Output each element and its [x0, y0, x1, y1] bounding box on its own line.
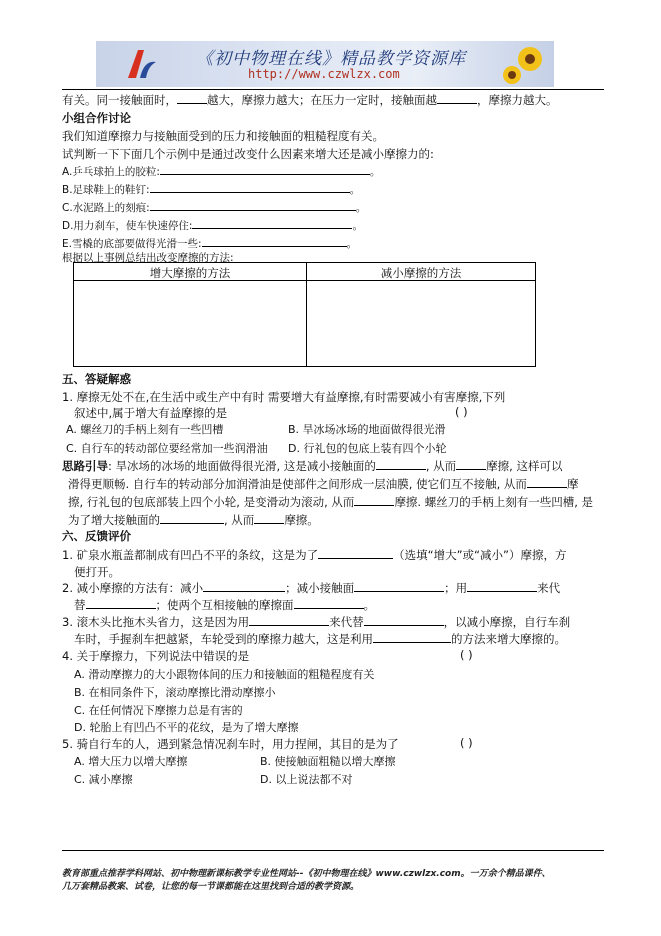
s5-opt-b: B. 旱冰场冰场的地面做得很光滑 — [288, 423, 446, 436]
methods-table — [73, 262, 536, 367]
q-text: ；用 — [444, 581, 468, 595]
s6-q5-opt-b: B. 使接触面粗糙以增大摩擦 — [260, 755, 396, 768]
group-item-c — [62, 200, 366, 215]
q-text: 来代替 — [329, 615, 364, 629]
s6-q2-line2 — [74, 597, 375, 613]
guide-text: 摩 — [566, 477, 579, 491]
blank[interactable] — [150, 200, 356, 211]
blank[interactable] — [527, 477, 567, 488]
header-banner — [96, 41, 554, 87]
s6-q1-line1 — [62, 547, 566, 563]
s6-q1-line2: 便打开。 — [74, 565, 120, 579]
s6-q2-line1 — [62, 580, 560, 596]
q-text: 的方法来增大摩擦的。 — [451, 632, 566, 646]
s5-q1-line1: 1. 摩擦无处不在,在生活中或生产中有时 需要增大有益摩擦,有时需要减小有害摩擦,下列 — [62, 390, 506, 404]
footer-rule — [62, 850, 604, 851]
guide-label: 思路引导 — [62, 459, 108, 473]
q-text: 来代 — [537, 581, 561, 595]
s5-q1-paren: ( ) — [455, 405, 468, 419]
blank[interactable] — [456, 459, 486, 470]
blank[interactable] — [203, 581, 285, 592]
end-mark: 。 — [349, 184, 361, 196]
blank[interactable] — [354, 581, 444, 592]
section6-heading: 六、反馈评价 — [62, 529, 131, 543]
item-label: C.水泥路上的刻痕: — [62, 202, 150, 214]
blank[interactable] — [467, 581, 537, 592]
guide-text: 擦, 行礼包的包底部装上四个小轮, 是变滑动为滚动, 从而 — [68, 495, 355, 509]
group-para-1: 我们知道摩擦力与接触面受到的压力和接触面的粗糙程度有关。 — [62, 129, 384, 143]
section5-heading: 五、答疑解惑 — [62, 372, 131, 386]
q-text: ；减小接触面 — [285, 581, 355, 595]
blank[interactable] — [364, 615, 444, 626]
end-mark: 。 — [369, 166, 381, 178]
group-item-e — [62, 236, 357, 251]
blank[interactable] — [318, 548, 393, 559]
blank[interactable] — [160, 513, 224, 524]
guide-text: 滑得更顺畅. 自行车的转动部分加润滑油是使部件之间形成一层油膜, 使它们互不接触, 从而 — [68, 477, 527, 491]
s6-q5: 5. 骑自行车的人，遇到紧急情况刹车时，用力捏闸，其目的是为了 — [62, 737, 399, 751]
blank[interactable] — [192, 218, 352, 229]
footer-line-2: 几万套精品教案、试卷，让您的每一节课都能在这里找到合适的教学资源。 — [62, 882, 360, 892]
item-label: A.乒乓球拍上的胶粒: — [62, 166, 160, 178]
q-text: 替 — [74, 598, 86, 612]
guide-text: , 从而 — [425, 459, 457, 473]
intro-text-b: 越大，摩擦力越大；在压力一定时，接触面越 — [207, 93, 437, 107]
s6-q5-paren: ( ) — [460, 736, 473, 750]
s6-q4: 4. 关于摩擦力，下列说法中错误的是 — [62, 649, 250, 663]
guide-text: 摩擦。 — [284, 513, 319, 527]
s6-q4-opt-d: D. 轮胎上有凹凸不平的花纹，是为了增大摩擦 — [74, 721, 299, 734]
item-label: D.用力刹车，使车快速停住: — [62, 220, 193, 232]
intro-text-c: ，摩擦力越大。 — [477, 93, 558, 107]
end-mark: 。 — [355, 202, 367, 214]
footer-line-1: 教育部重点推荐学科网站、初中物理新课标教学专业性网站--《初中物理在线》www.czwlzx.com。一万余个精品课件、 — [62, 869, 551, 879]
blank[interactable] — [373, 632, 451, 643]
q-text: ，以减小摩擦，自行车刹 — [443, 615, 571, 629]
blank[interactable] — [376, 459, 426, 470]
group-item-a — [62, 164, 380, 179]
s6-q5-opt-c: C. 减小摩擦 — [74, 773, 133, 786]
item-label: E.雪橇的底部要做得光滑一些: — [62, 238, 202, 250]
guide-line-3 — [68, 494, 593, 510]
s5-q1-line2: 叙述中,属于增大有益摩擦的是 — [74, 406, 228, 420]
q-text: 2. 减小摩擦的方法有：减小 — [62, 581, 204, 595]
intro-line — [62, 92, 558, 108]
blank[interactable] — [202, 236, 347, 247]
s5-opt-c: C. 自行车的转动部位要经常加一些润滑油 — [66, 442, 268, 455]
s5-opt-d: D. 行礼包的包底上装有四个小轮 — [288, 442, 447, 455]
end-mark: 。 — [346, 238, 358, 250]
s6-q4-paren: ( ) — [460, 648, 473, 662]
group-item-d — [62, 218, 363, 233]
q-text: 1. 矿泉水瓶盖都制成有凹凸不平的条纹，这是为了 — [62, 548, 319, 562]
group-item-b — [62, 182, 360, 197]
sunflower-icon — [500, 43, 550, 87]
guide-text: 为了增大接触面的 — [68, 513, 160, 527]
banner-url[interactable]: http://www.czwlzx.com — [248, 67, 400, 81]
q-text: （选填“增大”或“减小”）摩擦，方 — [393, 548, 567, 562]
blank[interactable] — [249, 615, 329, 626]
header-rule — [62, 89, 604, 90]
q-text: 车时，手握刹车把越紧，车轮受到的摩擦力越大，这是利用 — [74, 632, 373, 646]
s6-q4-opt-c: C. 在任何情况下摩擦力总是有害的 — [74, 704, 243, 717]
s5-opt-a: A. 螺丝刀的手柄上刻有一些凹槽 — [66, 423, 224, 436]
guide-line-2 — [68, 476, 578, 492]
blank[interactable] — [160, 164, 370, 175]
guide-line-1 — [62, 458, 562, 474]
blank[interactable] — [254, 513, 284, 524]
blank[interactable] — [354, 495, 394, 506]
s6-q4-opt-a: A. 滑动摩擦力的大小跟物体间的压力和接触面的粗糙程度有关 — [74, 668, 375, 681]
intro-text-a: 有关。同一接触面时， — [62, 93, 177, 107]
q-text: 。 — [363, 598, 375, 612]
group-summary: 根据以上事例总结出改变摩擦的方法: — [62, 252, 234, 264]
blank[interactable] — [150, 182, 350, 193]
blank[interactable] — [177, 93, 207, 104]
group-para-2: 试判断一下下面几个示例中是通过改变什么因素来增大还是减小摩擦力的: — [62, 147, 434, 161]
group-heading: 小组合作讨论 — [62, 111, 131, 125]
s6-q3-line1 — [62, 614, 570, 630]
s6-q5-opt-a: A. 增大压力以增大摩擦 — [74, 755, 188, 768]
s6-q3-line2 — [74, 631, 566, 647]
q-text: 3. 滚木头比拖木头省力，这是因为用 — [62, 615, 250, 629]
s6-q5-opt-d: D. 以上说法都不对 — [260, 773, 353, 786]
blank[interactable] — [294, 598, 364, 609]
table-header-increase: 增大摩擦的方法 — [149, 266, 231, 280]
blank[interactable] — [86, 598, 156, 609]
guide-text: 摩擦. 螺丝刀的手柄上刻有一些凹槽, 是 — [394, 495, 594, 509]
site-logo-icon — [122, 44, 162, 84]
item-label: B.足球鞋上的鞋钉: — [62, 184, 150, 196]
s6-q4-opt-b: B. 在相同条件下，滚动摩擦比滑动摩擦小 — [74, 686, 276, 699]
table-header-decrease: 减小摩擦的方法 — [380, 266, 462, 280]
guide-text: 摩擦, 这样可以 — [486, 459, 563, 473]
guide-line-4 — [68, 512, 319, 528]
guide-text: , 从而 — [224, 513, 255, 527]
end-mark: 。 — [352, 220, 363, 232]
blank[interactable] — [437, 93, 477, 104]
guide-text: : 旱冰场的冰场的地面做得很光滑, 这是减小接触面的 — [108, 459, 376, 473]
banner-title: 《初中物理在线》精品教学资源库 — [196, 49, 466, 69]
q-text: ；使两个互相接触的摩擦面 — [155, 598, 294, 612]
